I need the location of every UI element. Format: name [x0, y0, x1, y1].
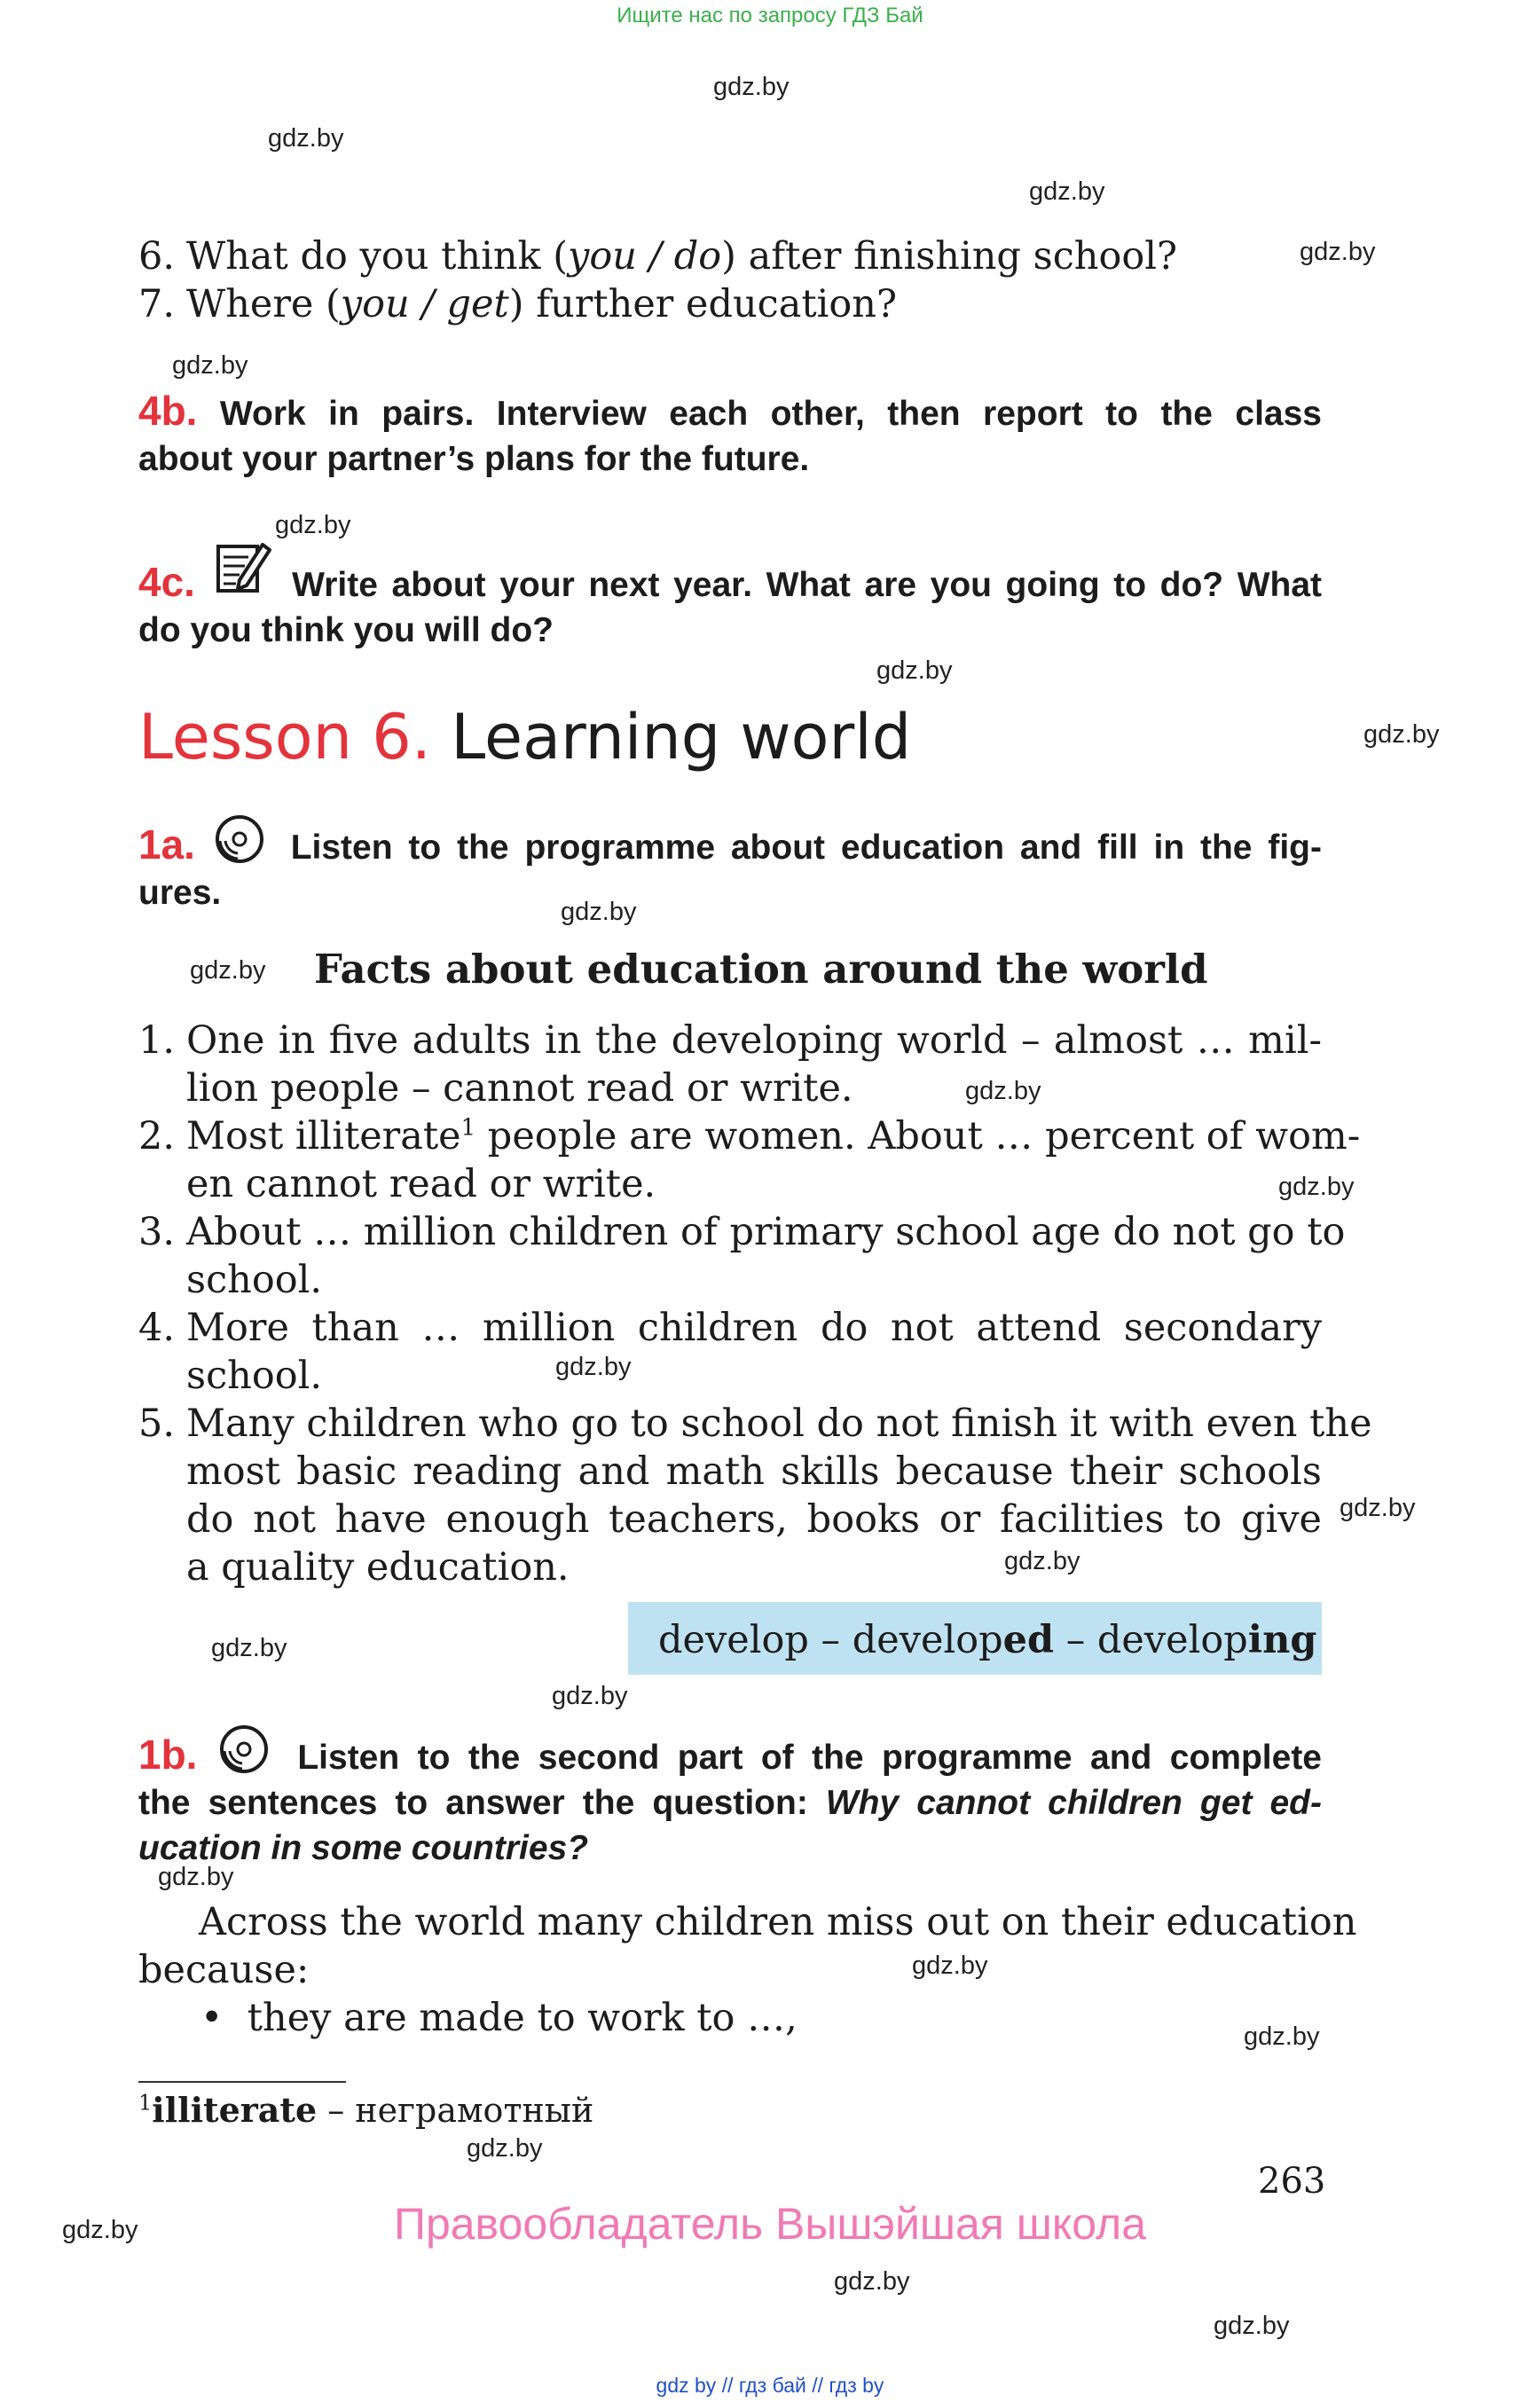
footnote-translation: неграмотный: [355, 2091, 594, 2130]
dash: –: [808, 1618, 852, 1662]
dash: –: [1054, 1618, 1097, 1662]
paragraph: [138, 1898, 1357, 1994]
watermark: gdz.by: [912, 1951, 988, 1980]
item-text: More than … million children do not attend secondary: [186, 1306, 1322, 1350]
lesson-number: Lesson 6.: [138, 701, 432, 774]
item-text: Many children who go to school do not finish it with even the: [186, 1402, 1372, 1446]
paragraph-text: because:: [138, 1948, 310, 1992]
question-verb: you / get: [340, 282, 509, 326]
instruction-text: Listen to the programme about education and fill in the fig-: [290, 828, 1322, 867]
question-verb: you / do: [568, 234, 722, 279]
question-number: 6.: [138, 234, 176, 279]
watermark: gdz.by: [158, 1863, 234, 1891]
instruction-text: the sentences to answer the question:: [138, 1784, 826, 1822]
instruction-text: Write about your next year. What are you going to do? What: [292, 566, 1323, 604]
item-text: Most illiterate: [186, 1114, 461, 1158]
watermark: gdz.by: [834, 2267, 910, 2296]
list-item: [138, 1304, 1322, 1400]
watermark: gdz.by: [1029, 177, 1105, 206]
dash: –: [317, 2091, 356, 2130]
watermark: gdz.by: [211, 1634, 287, 1662]
watermark: gdz.by: [876, 656, 953, 685]
watermark: gdz.by: [552, 1682, 628, 1710]
footnote-word: illiterate: [152, 2090, 318, 2130]
watermark: gdz.by: [62, 2216, 138, 2244]
item-text: school.: [186, 1258, 323, 1302]
item-number: 2.: [138, 1114, 176, 1158]
item-number: 3.: [138, 1210, 176, 1254]
watermark: gdz.by: [1363, 720, 1440, 749]
lesson-title: Learning world: [451, 701, 912, 774]
watermark: gdz.by: [1300, 238, 1376, 266]
watermark: gdz.by: [1278, 1173, 1355, 1201]
footnote-marker: 1: [138, 2090, 153, 2116]
instruction-text: Work in pairs. Interview each other, then report to the class: [219, 395, 1322, 433]
top-banner: Ищите нас по запросу ГДЗ Бай: [617, 4, 923, 27]
paragraph-text: Across the world many children miss out on their education: [199, 1900, 1357, 1944]
notebook-pencil-icon: [213, 539, 275, 594]
item-number: 1.: [138, 1018, 176, 1063]
item-text: most basic reading and math skills because their schools: [186, 1449, 1322, 1494]
watermark: gdz.by: [268, 124, 344, 153]
bullet-mark: •: [200, 1996, 224, 2040]
watermark: gdz.by: [965, 1077, 1041, 1105]
footnote-ref: 1: [460, 1114, 476, 1142]
instruction-text: about your partner’s plans for the future.: [138, 440, 810, 478]
exercise-4b: [138, 389, 1322, 482]
question-number: 7.: [138, 282, 176, 326]
rights-holder: Правообладатель Вышэйшая школа: [394, 2199, 1146, 2249]
instruction-text: Listen to the second part of the programme and complete: [297, 1739, 1322, 1777]
item-number: 5.: [138, 1402, 176, 1446]
word-suffix: ed: [1002, 1618, 1055, 1662]
word-forms-text: [658, 1616, 1316, 1664]
watermark: gdz.by: [555, 1353, 632, 1381]
watermark: gdz.by: [1244, 2022, 1320, 2051]
footnote: [138, 2090, 593, 2130]
item-text: lion people – cannot read or write.: [186, 1066, 853, 1111]
cd-disc-icon: [217, 1724, 274, 1774]
exercise-number: 1a.: [138, 821, 195, 868]
watermark: gdz.by: [467, 2134, 543, 2163]
watermark: gdz.by: [1004, 1547, 1080, 1575]
exercise-number: 4c.: [138, 559, 195, 605]
question-text: ) further education?: [508, 282, 898, 326]
lesson-heading: [138, 701, 911, 774]
item-text: en cannot read or write.: [186, 1162, 656, 1206]
exercise-number: 4b.: [138, 388, 198, 434]
exercise-1a: [138, 814, 1322, 915]
list-item: [138, 1017, 1322, 1112]
bullet-text: they are made to work to …,: [247, 1996, 798, 2040]
item-number: 4.: [138, 1306, 176, 1350]
cd-disc-icon: [213, 814, 270, 864]
word-base: develop: [658, 1618, 809, 1662]
instruction-text: ures.: [138, 874, 222, 912]
list-item: [138, 1400, 1372, 1591]
question-text: What do you think (: [186, 234, 569, 279]
item-text: About … million children of primary school age do not go to: [186, 1210, 1346, 1254]
instruction-text: do you think you will do?: [138, 611, 554, 649]
page-number: 263: [1258, 2161, 1326, 2202]
list-item: [138, 1112, 1361, 1208]
word-stem: develop: [1096, 1618, 1248, 1662]
watermark: gdz.by: [1214, 2312, 1290, 2340]
question-6: [138, 232, 1177, 280]
instruction-question: Why cannot children get ed-: [825, 1784, 1322, 1822]
watermark: gdz.by: [190, 956, 266, 985]
watermark: gdz.by: [275, 511, 351, 539]
bullet-item: [200, 1994, 798, 2042]
footnote-divider: [138, 2081, 346, 2083]
exercise-1b: [138, 1724, 1322, 1871]
question-text: ) after finishing school?: [721, 234, 1178, 279]
bottom-links[interactable]: gdz by // гдз бай // гдз by: [656, 2374, 884, 2397]
question-7: [138, 280, 897, 328]
instruction-question: ucation in some countries?: [138, 1829, 589, 1867]
item-text: a quality education.: [186, 1545, 570, 1590]
item-text: do not have enough teachers, books or facilities to give: [186, 1497, 1322, 1542]
watermark: gdz.by: [1340, 1494, 1416, 1522]
watermark: gdz.by: [713, 73, 790, 101]
list-item: [138, 1208, 1346, 1304]
item-text: school.: [186, 1354, 323, 1398]
watermark: gdz.by: [561, 898, 637, 926]
facts-title: Facts about education around the world: [314, 946, 1208, 993]
question-text: Where (: [186, 282, 341, 326]
watermark: gdz.by: [172, 351, 248, 380]
word-stem: develop: [852, 1618, 1003, 1662]
word-suffix: ing: [1247, 1618, 1317, 1662]
item-text: One in five adults in the developing world – almost … mil-: [186, 1018, 1322, 1063]
item-text: people are women. About … percent of wom-: [475, 1114, 1361, 1158]
exercise-4c: [138, 539, 1322, 653]
exercise-number: 1b.: [138, 1732, 198, 1778]
facts-list: [138, 1017, 1372, 1591]
